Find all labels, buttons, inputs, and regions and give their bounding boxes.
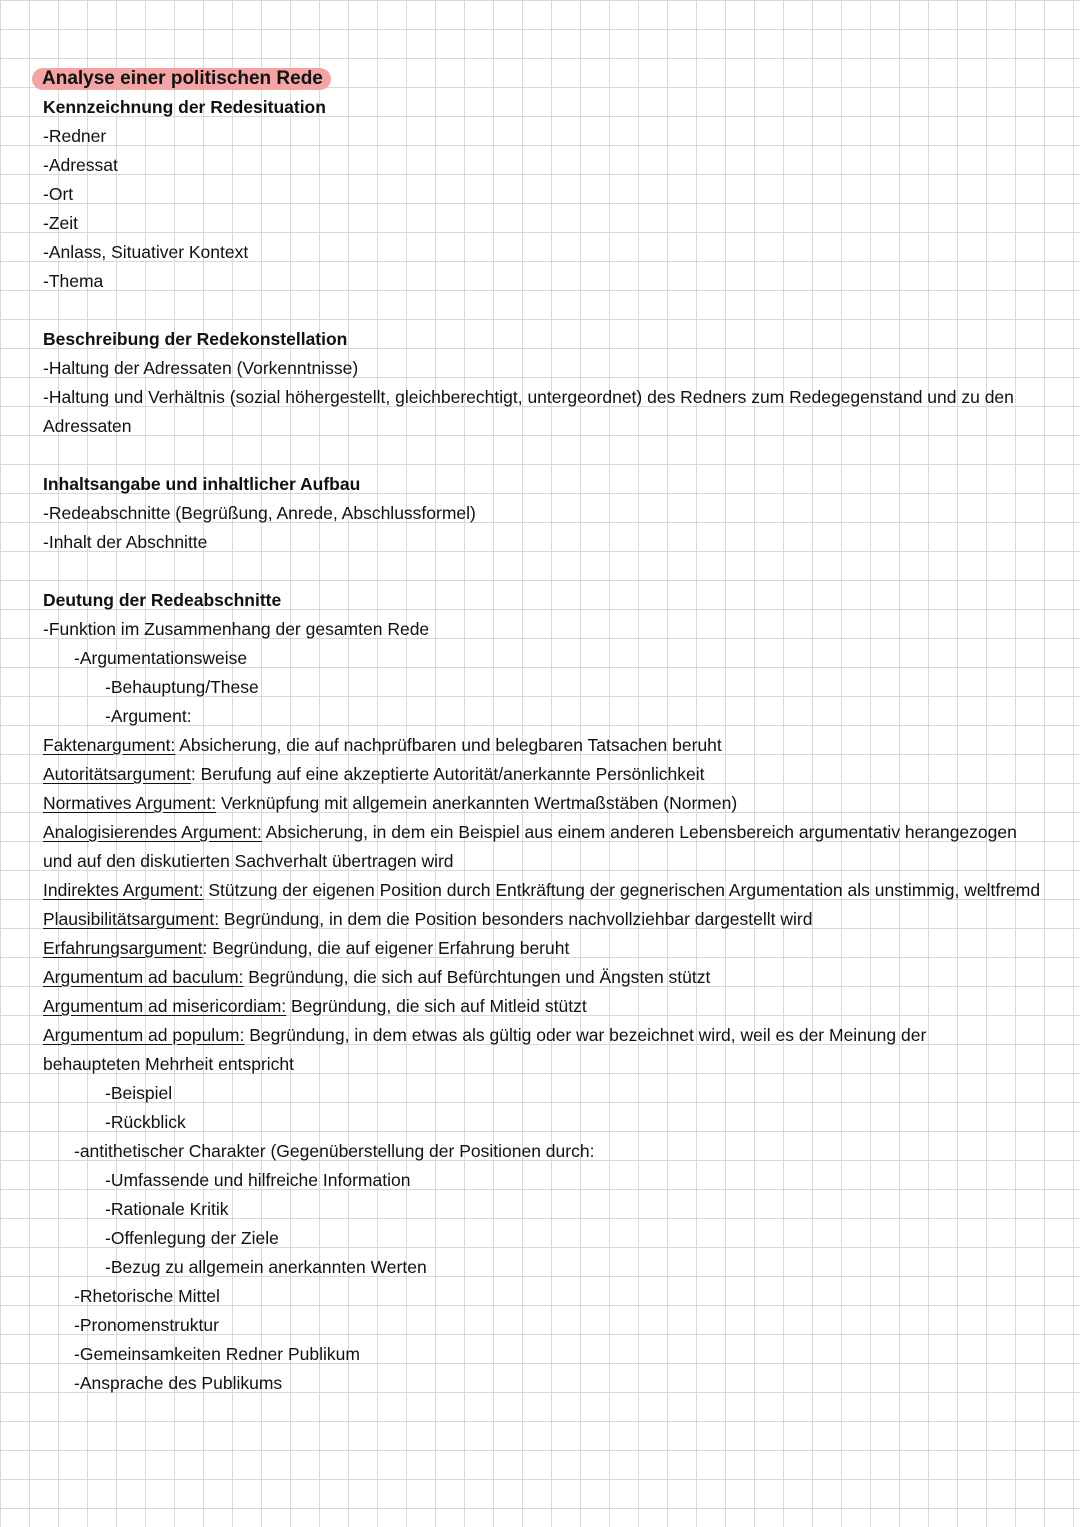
argument-text: : Begründung, die auf eigener Erfahrung beruht <box>202 938 570 958</box>
spacer <box>43 296 1043 325</box>
argument-text: Begründung, die sich auf Mitleid stützt <box>286 996 587 1016</box>
argument-definition <box>43 760 1043 789</box>
list-item: -Inhalt der Abschnitte <box>43 532 208 552</box>
list-item: -Gemeinsamkeiten Redner Publikum <box>74 1344 360 1364</box>
list-item: -Rückblick <box>105 1112 186 1132</box>
list-item: -Argumentationsweise <box>74 648 248 668</box>
argument-text: Absicherung, in dem ein Beispiel aus einem anderen Lebensbereich argumentativ herangezogen und auf den diskutierten Sachverhalt übertragen wird <box>43 822 1017 871</box>
argument-definition <box>43 992 1043 1021</box>
list-item: -Rhetorische Mittel <box>74 1286 220 1306</box>
document-title: Analyse einer politischen Rede <box>32 68 331 90</box>
list-item: -antithetischer Charakter (Gegenüberstellung der Positionen durch: <box>74 1141 595 1161</box>
argument-text: : Berufung auf eine akzeptierte Autorität/anerkannte Persönlichkeit <box>190 764 705 784</box>
list-item: -Funktion im Zusammenhang der gesamten Rede <box>43 619 430 639</box>
list-item: -Redner <box>43 126 107 146</box>
section-heading: Inhaltsangabe und inhaltlicher Aufbau <box>43 474 361 494</box>
list-item: -Ansprache des Publikums <box>74 1373 283 1393</box>
argument-text: Begründung, in dem etwas als gültig oder war bezeichnet wird, weil es der Meinung der behaupteten Mehrheit entspricht <box>43 1025 927 1074</box>
argument-term: Argumentum ad populum: <box>43 1025 245 1045</box>
list-item: -Pronomenstruktur <box>74 1315 219 1335</box>
list-item: -Ort <box>43 184 74 204</box>
argument-definition <box>43 963 1043 992</box>
argument-term: Erfahrungsargument <box>43 938 203 958</box>
title-row <box>43 64 1043 93</box>
list-item: -Behauptung/These <box>105 677 259 697</box>
spacer <box>43 441 1043 470</box>
list-item: -Argument: <box>105 706 192 726</box>
argument-term: Faktenargument: <box>43 735 176 755</box>
argument-text: Absicherung, die auf nachprüfbaren und belegbaren Tatsachen beruht <box>175 735 722 755</box>
argument-term: Indirektes Argument: <box>43 880 204 900</box>
argument-term: Argumentum ad baculum: <box>43 967 244 987</box>
argument-definition <box>43 905 1043 934</box>
list-item: -Haltung und Verhältnis (sozial höhergestellt, gleichberechtigt, untergeordnet) des Redners zum Redegegenstand und zu den Adressaten <box>43 387 1014 436</box>
section-heading: Beschreibung der Redekonstellation <box>43 329 348 349</box>
argument-text: Begründung, in dem die Position besonders nachvollziehbar dargestellt wird <box>219 909 813 929</box>
argument-term: Argumentum ad misericordiam: <box>43 996 287 1016</box>
list-item: -Adressat <box>43 155 118 175</box>
argument-definition <box>43 1021 953 1079</box>
argument-term: Plausibilitätsargument: <box>43 909 220 929</box>
section-heading: Deutung der Redeabschnitte <box>43 590 282 610</box>
argument-text: Begründung, die sich auf Befürchtungen und Ängsten stützt <box>243 967 711 987</box>
document-page <box>43 64 1043 1398</box>
list-item: -Rationale Kritik <box>105 1199 229 1219</box>
list-item: -Umfassende und hilfreiche Information <box>105 1170 411 1190</box>
list-item: -Offenlegung der Ziele <box>105 1228 279 1248</box>
list-item: -Bezug zu allgemein anerkannten Werten <box>105 1257 427 1277</box>
spacer <box>43 557 1043 586</box>
argument-definition <box>43 731 1043 760</box>
list-item: -Zeit <box>43 213 78 233</box>
argument-term: Normatives Argument: <box>43 793 217 813</box>
argument-term: Autoritätsargument <box>43 764 191 784</box>
argument-text: Stützung der eigenen Position durch Entkräftung der gegnerischen Argumentation als unstimmig, weltfremd <box>203 880 1041 900</box>
list-item: -Anlass, Situativer Kontext <box>43 242 249 262</box>
argument-definition <box>43 818 1043 876</box>
argument-term: Analogisierendes Argument: <box>43 822 262 842</box>
argument-definition <box>43 789 1043 818</box>
argument-definition <box>43 876 1043 905</box>
section-heading: Kennzeichnung der Redesituation <box>43 97 326 117</box>
list-item: -Beispiel <box>105 1083 173 1103</box>
argument-text: Verknüpfung mit allgemein anerkannten Wertmaßstäben (Normen) <box>216 793 738 813</box>
list-item: -Redeabschnitte (Begrüßung, Anrede, Abschlussformel) <box>43 503 476 523</box>
argument-definition <box>43 934 1043 963</box>
list-item: -Haltung der Adressaten (Vorkenntnisse) <box>43 358 359 378</box>
list-item: -Thema <box>43 271 104 291</box>
